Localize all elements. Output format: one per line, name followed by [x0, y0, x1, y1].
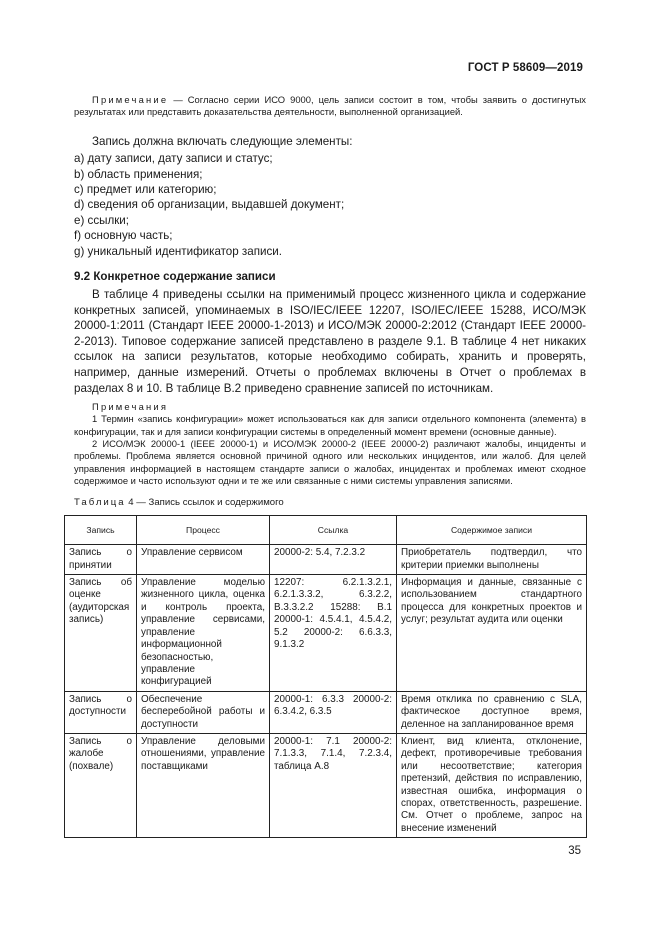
process-cell: Управление сервисом — [137, 545, 270, 575]
content-cell: Информация и данные, связанные с использованием стандартного процесса для конкретных проектов и услуг; результат аудита или оценки — [397, 575, 587, 692]
reference-cell: 20000-1: 6.3.3 20000-2: 6.3.4.2, 6.3.5 — [270, 691, 397, 733]
note-paragraph — [74, 94, 586, 119]
record-cell: Запись о принятии — [65, 545, 137, 575]
elements-intro: Запись должна включать следующие элементы: — [92, 134, 353, 148]
page-content — [69, 94, 586, 838]
note-text: — Согласно серии ИСО 9000, цель записи состоит в том, чтобы заявить о достигнутых результатах или представить доказательства деятельности, выполненной организацией. — [74, 94, 586, 118]
table-row — [65, 575, 587, 692]
document-code: ГОСТ Р 58609—2019 — [467, 62, 583, 74]
header-cell: Ссылка — [270, 516, 397, 545]
list-item: a) дату записи, дату записи и статус; — [74, 152, 273, 166]
process-cell: Управление деловыми отношениями, управление поставщиками — [137, 733, 270, 837]
list-item: e) ссылки; — [74, 213, 129, 227]
list-item: b) область применения; — [74, 167, 203, 181]
table-header-row — [65, 516, 587, 545]
content-cell: Приобретатель подтвердил, что критерии приемки выполнены — [397, 545, 587, 575]
section-heading: 9.2 Конкретное содержание записи — [74, 270, 276, 284]
header-cell: Запись — [65, 516, 137, 545]
process-cell: Управление моделью жизненного цикла, оценка и контроль проекта, управление сервисами, управление информационной безопасностью, управление конфигурацией — [137, 575, 270, 692]
table-caption — [74, 497, 586, 508]
table-caption-text: 4 — Запись ссылок и содержимого — [125, 497, 284, 509]
table-caption-label: Таблица — [74, 497, 126, 509]
header-cell: Содержимое записи — [397, 516, 587, 545]
table-row — [65, 545, 587, 575]
reference-cell: 20000-2: 5.4, 7.2.3.2 — [270, 545, 397, 575]
record-cell: Запись о доступности — [65, 691, 137, 733]
reference-cell: 20000-1: 7.1 20000-2: 7.1.3.3, 7.1.4, 7.2.3.4, таблица А.8 — [270, 733, 397, 837]
note-item: 1 Термин «запись конфигурации» может использоваться как для записи отдельного компонента (элемента) в конфигурации, так и для записи конфигурации системы в определенный момент времени (основные данные). — [74, 413, 586, 437]
reference-cell: 12207: 6.2.1.3.2.1, 6.2.1.3.3.2, 6.3.2.2, В.3.3.2.2 15288: В.1 20000-1: 4.5.4.1, 4.5.4.2, 5.2 20000-2: 6.6.3.3, 9.1.3.2 — [270, 575, 397, 692]
table-row — [65, 733, 587, 837]
process-cell: Обеспечение бесперебойной работы и доступности — [137, 691, 270, 733]
list-item: g) уникальный идентификатор записи. — [74, 244, 282, 258]
list-item: c) предмет или категорию; — [74, 183, 217, 196]
content-cell: Клиент, вид клиента, отклонение, дефект, противоречивые требования или несоответствие; категория претензий, действия по исправлению, известная ошибка, информация о спорах, ответственность, разрешение. См. Отчет о проблеме, запрос на внесение изменений — [397, 733, 587, 837]
section-paragraph: В таблице 4 приведены ссылки на применимый процесс жизненного цикла и содержание конкретных записей, упоминаемых в ISO/IEC/IEEE 12207, ISO/IEC/IEEE 15288, ИСО/МЭК 20000-1:2011 (Стандарт IEEE 20000-1-2013) и ИСО/МЭК 20000-2:2012 (Стандарт IEEE 20000-2-2013). Типовое содержание записей представлено в разделе 9.1. В таблице 4 нет никаких ссылок на записи результатов, которые необходимо собирать, хранить и проверять, например, данные измерений. Отчеты о проблемах включены в Отчет о проблемах в разделах 8 и 10. В таблице В.2 приведено сравнение записей по источникам. — [74, 288, 586, 395]
records-table — [64, 515, 587, 838]
list-item: d) сведения об организации, выдавшей документ; — [74, 198, 345, 212]
notes-label: Примечания — [92, 401, 169, 413]
content-cell: Время отклика по сравнению с SLA, фактическое доступное время, деленное на запланированное время — [397, 691, 587, 733]
page-number: 35 — [568, 845, 581, 857]
elements-list — [74, 151, 586, 259]
record-cell: Запись об оценке (аудиторская запись) — [65, 575, 137, 692]
header-cell: Процесс — [137, 516, 270, 545]
table-row — [65, 691, 587, 733]
note-item: 2 ИСО/МЭК 20000-1 (IEEE 20000-1) и ИСО/МЭК 20000-2 (IEEE 20000-2) различают жалобы, инциденты и проблемы. Проблема является основной причиной одного или нескольких инцидентов, или жалоб. Для целей управления информацией в настоящем стандарте записи о жалобах, инцидентах и проблемах имеют сходное содержимое и часто используют одни и те же или связанные с ними системы управления записями. — [74, 438, 586, 486]
record-cell: Запись о жалобе (похвале) — [65, 733, 137, 837]
notes-label-line — [74, 401, 586, 413]
list-item: f) основную часть; — [74, 229, 173, 243]
note-label: Примечание — [92, 94, 169, 105]
